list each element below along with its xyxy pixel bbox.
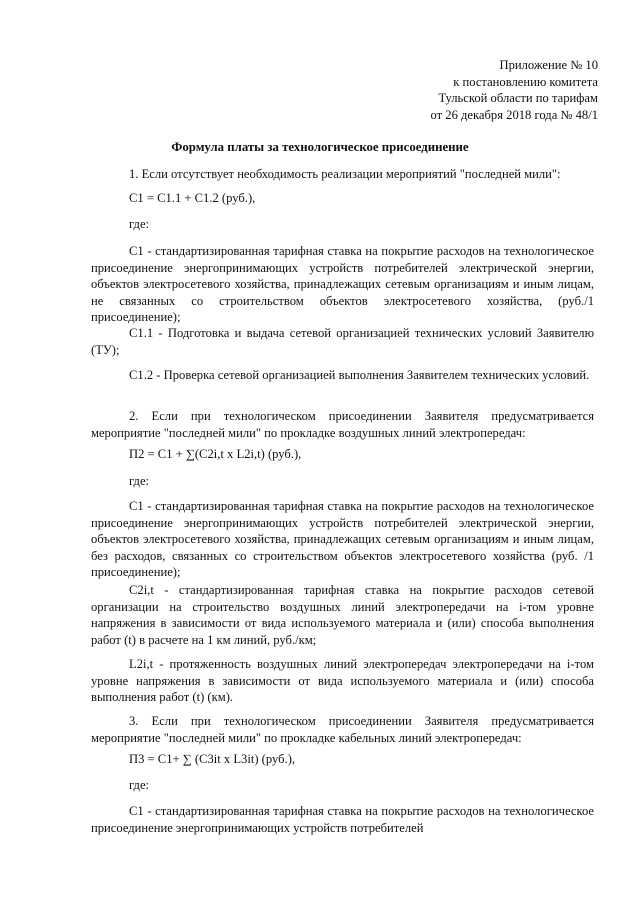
appendix-resolution: к постановлению комитета — [453, 74, 598, 89]
appendix-number: Приложение № 10 — [499, 58, 598, 72]
section-3-c1-definition: С1 - стандартизированная тарифная ставка на покрытие расходов на технологическое присоединение энергопринимающих устройств потребителей — [91, 804, 594, 835]
section-1-formula: С1 = С1.1 + С1.2 (руб.), — [129, 191, 256, 205]
section-2-where: где: — [129, 474, 150, 488]
section-1-where: где: — [129, 217, 150, 231]
section-1-c12-definition: С1.2 - Проверка сетевой организацией выполнения Заявителем технических условий. — [129, 368, 590, 382]
section-1-c1-definition: С1 - стандартизированная тарифная ставка на покрытие расходов на технологическое присоединение энергопринимающих устройств потребителей электрической энергии, объектов электросетевого хозяйства, принадлежащих сетевым организациям и иным лицам, не связанных со строительством объектов электросетевого хозяйства, (руб./1 присоединение); — [91, 244, 594, 325]
section-1-intro: 1. Если отсутствует необходимость реализации мероприятий "последней мили": — [129, 167, 561, 181]
section-1-c11-definition: С1.1 - Подготовка и выдача сетевой организацией технических условий Заявителю (ТУ); — [91, 326, 594, 357]
section-3-where: где: — [129, 778, 150, 792]
section-2-c1-definition: С1 - стандартизированная тарифная ставка на покрытие расходов на технологическое присоединение энергопринимающих устройств потребителей электрической энергии, объектов электросетевого хозяйства, принадлежащих сетевым организациям и иным лицам, без расходов, связанных со строительством объектов электросетевого хозяйства (руб. /1 присоединение); — [91, 499, 594, 580]
section-2-c2-definition: С2i,t - стандартизированная тарифная ставка на покрытие расходов сетевой организации на строительство воздушных линий электропередачи на i-том уровне напряжения в зависимости от вида используемого материала и (или) способа выполнения работ (t) в расчете на 1 км линий, руб./км; — [91, 583, 594, 647]
document-title: Формула платы за технологическое присоединение — [171, 140, 469, 154]
appendix-header — [430, 57, 598, 123]
section-2-intro: 2. Если при технологическом присоединении Заявителя предусматривается мероприятие "последней мили" по прокладке воздушных линий электропередач: — [91, 409, 594, 440]
appendix-date: от 26 декабря 2018 года № 48/1 — [430, 107, 598, 122]
section-3-intro: 3. Если при технологическом присоединении Заявителя предусматривается мероприятие "последней мили" по прокладке кабельных линий электропередач: — [91, 714, 594, 745]
appendix-committee: Тульской области по тарифам — [438, 91, 598, 106]
section-2-formula: П2 = С1 + ∑(С2i,t x L2i,t) (руб.), — [129, 447, 302, 461]
section-2-l2-definition: L2i,t - протяженность воздушных линий электропередач электропередачи на i-том уровне напряжения в зависимости от вида используемого материала и (или) способа выполнения работ (t) (км). — [91, 657, 594, 705]
section-3-formula: П3 = С1+ ∑ (С3it x L3it) (руб.), — [129, 752, 296, 766]
